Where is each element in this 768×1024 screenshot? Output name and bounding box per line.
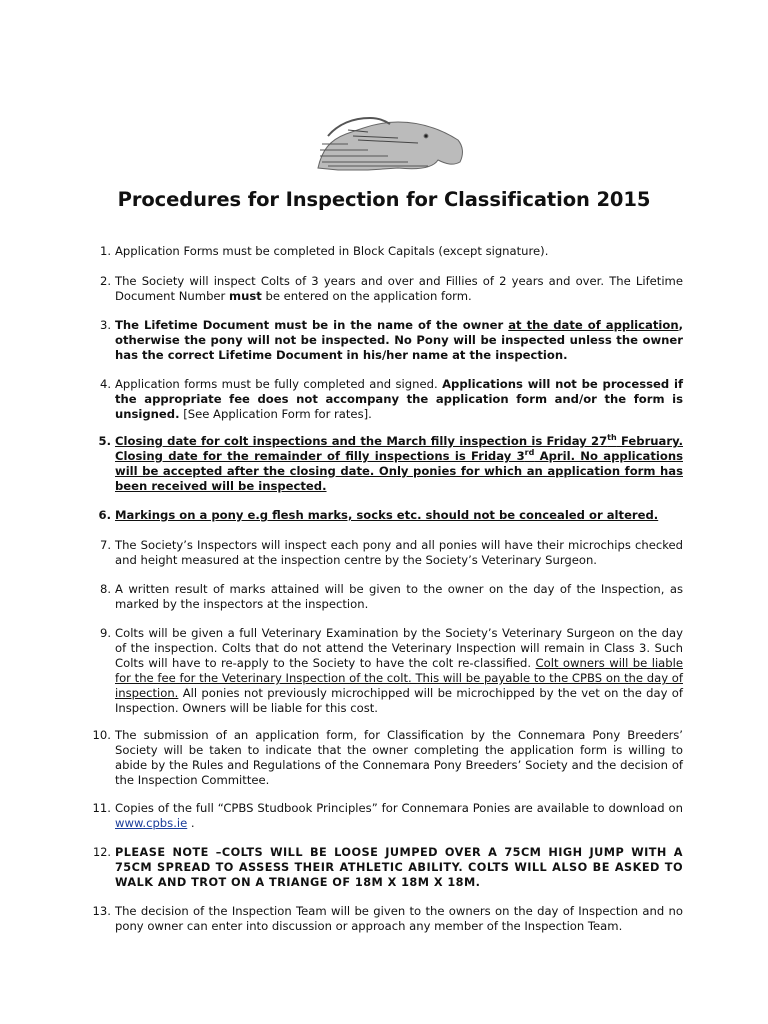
- item-text: Closing date for colt inspections and the March filly inspection is Friday 27th February. Closing date for the remainder of filly inspections is Friday 3rd April. No applications will be accepted after the closing date. Only ponies for which an application form has been received will be inspected.: [115, 433, 683, 493]
- item-text: The decision of the Inspection Team will be given to the owners on the day of Inspection and no pony owner can enter into discussion or approach any member of the Inspection Team.: [115, 904, 683, 933]
- item-number: 3.: [99, 318, 111, 332]
- list-item: [92, 904, 683, 934]
- cpbs-website-link[interactable]: www.cpbs.ie: [115, 816, 188, 830]
- item-text: The Lifetime Document must be in the name of the owner at the date of application, otherwise the pony will not be inspected. No Pony will be inspected unless the owner has the correct Lifetime Document in his/her name at the inspection.: [115, 318, 683, 362]
- list-item: [93, 845, 683, 890]
- item-text: A written result of marks attained will be given to the owner on the day of the Inspection, as marked by the inspectors at the inspection.: [115, 582, 683, 611]
- item-text: Markings on a pony e.g flesh marks, socks etc. should not be concealed or altered.: [115, 508, 659, 522]
- item-number: 7.: [99, 538, 111, 552]
- list-item: [92, 801, 683, 831]
- item-text: PLEASE NOTE –COLTS WILL BE LOOSE JUMPED OVER A 75CM HIGH JUMP WITH A 75CM SPREAD TO ASSESS THEIR ATHLETIC ABILITY. COLTS WILL ALSO BE ASKED TO WALK AND TROT ON A TRIANGE OF 18M X 18M X 18M.: [115, 846, 683, 889]
- item-text: Copies of the full “CPBS Studbook Principles” for Connemara Ponies are available to download on www.cpbs.ie .: [115, 801, 683, 830]
- list-item: [99, 244, 683, 259]
- item-number: 6.: [98, 508, 111, 522]
- list-item: [99, 626, 683, 716]
- item-text: The Society’s Inspectors will inspect each pony and all ponies will have their microchips checked and height measured at the inspection centre by the Society’s Veterinary Surgeon.: [115, 538, 683, 567]
- item-number: 5.: [98, 434, 111, 448]
- item-text: Application Forms must be completed in Block Capitals (except signature).: [115, 244, 549, 258]
- list-item: [98, 433, 683, 494]
- item-text: The Society will inspect Colts of 3 years and over and Fillies of 2 years and over. The Lifetime Document Number must be entered on the application form.: [115, 274, 683, 303]
- item-text: Application forms must be fully completed and signed. Applications will not be processed if the appropriate fee does not accompany the application form and/or the form is unsigned. [See Application Form for rates].: [115, 377, 683, 421]
- item-text: Colts will be given a full Veterinary Examination by the Society’s Veterinary Surgeon on the day of the inspection. Colts that do not attend the Veterinary Inspection will remain in Class 3. Such Colts will have to re-apply to the Society to have the colt re-classified. Colt owners will be liable for the fee for the Veterinary Inspection of the colt. This will be payable to the CPBS on the day of inspection. All ponies not previously microchipped will be microchipped by the vet on the day of Inspection. Owners will be liable for this cost.: [115, 626, 683, 715]
- item-number: 13.: [92, 904, 111, 918]
- list-item: [99, 318, 683, 363]
- list-item: [92, 728, 683, 788]
- item-text: The submission of an application form, for Classification by the Connemara Pony Breeders’ Society will be taken to indicate that the owner completing the application form is willing to abide by the Rules and Regulations of the Connemara Pony Breeders’ Society and the decision of the Inspection Committee.: [115, 728, 683, 787]
- page-title: Procedures for Inspection for Classification 2015: [117, 188, 651, 211]
- item-number: 10.: [92, 728, 111, 742]
- item-number: 11.: [92, 801, 111, 815]
- list-item: [99, 377, 683, 422]
- item-number: 12.: [93, 846, 111, 859]
- item-number: 9.: [99, 626, 111, 640]
- item-number: 4.: [99, 377, 111, 391]
- item-number: 1.: [99, 244, 111, 258]
- item-number: 2.: [99, 274, 111, 288]
- item-number: 8.: [99, 582, 111, 596]
- list-item: [99, 538, 683, 568]
- list-item: [99, 582, 683, 612]
- list-item: [99, 274, 683, 304]
- list-item: [98, 508, 683, 523]
